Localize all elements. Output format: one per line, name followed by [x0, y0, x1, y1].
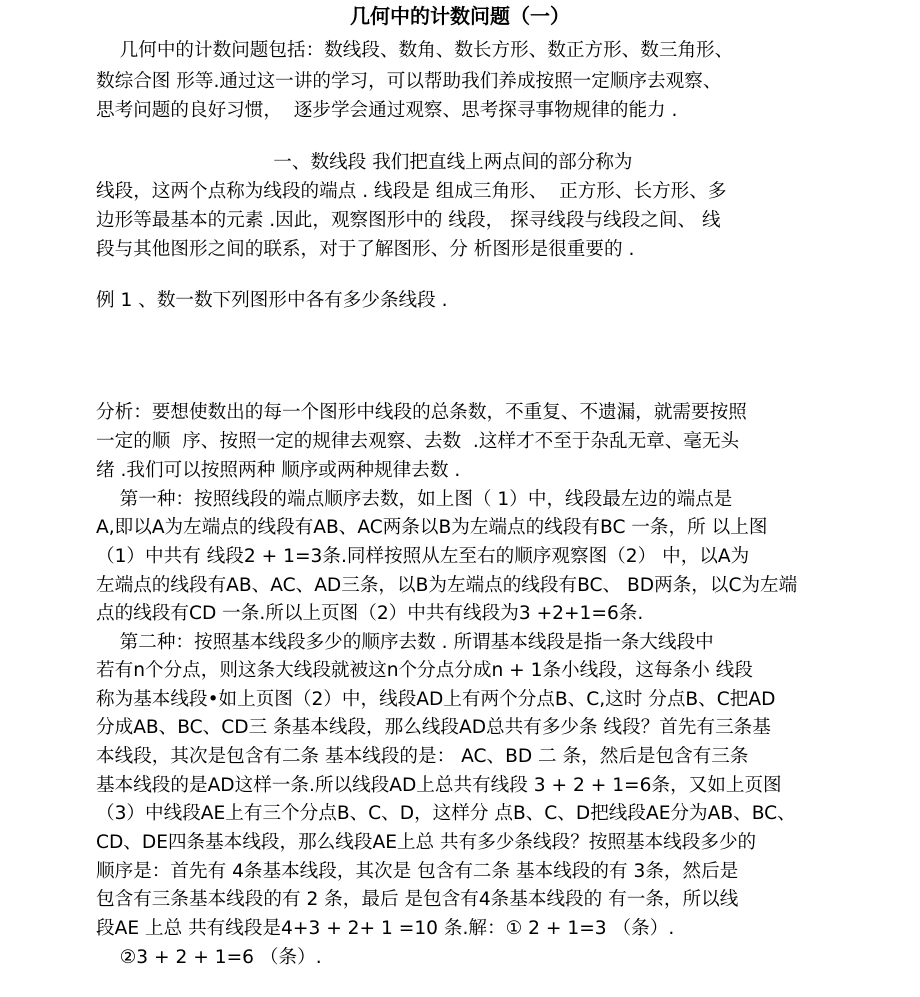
section-one-line: 线段，这两个点称为线段的端点 . 线段是 组成三角形、 正方形、长方形、多	[96, 181, 727, 202]
analysis-line: ②3 + 2 + 1=6 （条）.	[96, 947, 322, 968]
analysis-line: （1）中共有 线段2 + 1=3条.同样按照从左至右的顺序观察图（2） 中，以A为	[96, 546, 750, 567]
analysis-line: 顺序是：首先有 4条基本线段，其次是 包含有二条 基本线段的有 3条，然后是	[96, 861, 739, 882]
analysis-line: CD、DE四条基本线段，那么线段AE上总 共有多少条线段？按照基本线段多少的	[96, 832, 757, 853]
analysis-line: 本线段，其次是包含有二条 基本线段的是： AC、BD 二 条，然后是包含有三条	[96, 746, 749, 767]
analysis-line: （3）中线段AE上有三个分点B、C、D，这样分 点B、C、D把线段AE分为AB、BC、	[96, 803, 796, 824]
analysis-line: 分析：要想使数出的每一个图形中线段的总条数，不重复、不遗漏，就需要按照	[96, 402, 747, 423]
analysis-line: 包含有三条基本线段的有 2 条，最后 是包含有4条基本线段的 有一条，所以线	[96, 889, 739, 910]
intro-line: 数综合图 形等.通过这一讲的学习，可以帮助我们养成按照一定顺序去观察、	[96, 71, 722, 92]
analysis-line: 若有n个分点，则这条大线段就被这n个分点分成n + 1条小线段，这每条小 线段	[96, 660, 753, 681]
analysis-line: 第一种：按照线段的端点顺序去数，如上图（ 1）中，线段最左边的端点是	[96, 489, 733, 510]
analysis-line: 称为基本线段•如上页图（2）中，线段AD上有两个分点B、C,这时 分点B、C把AD	[96, 689, 776, 710]
analysis-line: 左端点的线段有AB、AC、AD三条，以B为左端点的线段有BC、 BD两条，以C为左端	[96, 575, 798, 596]
analysis-line: 一定的顺 序、按照一定的规律去观察、去数 .这样才不至于杂乱无章、毫无头	[96, 431, 740, 452]
page-title: 几何中的计数问题（一）	[350, 4, 570, 28]
analysis-line: 分成AB、BC、CD三 条基本线段，那么线段AD总共有多少条 线段？首先有三条基	[96, 717, 771, 738]
intro-line: 思考问题的良好习惯， 逐步学会通过观察、思考探寻事物规律的能力 .	[96, 100, 678, 121]
section-one-line: 一、数线段 我们把直线上两点间的部分称为	[96, 152, 633, 173]
analysis-line: 基本线段的是AD这样一条.所以线段AD上总共有线段 3 + 2 + 1=6条，又如上页图	[96, 775, 782, 796]
section-one-line: 边形等最基本的元素 .因此，观察图形中的 线段， 探寻线段与线段之间、 线	[96, 210, 721, 231]
section-one-line: 段与其他图形之间的联系，对于了解图形、分 析图形是很重要的 .	[96, 239, 635, 260]
example-heading: 例 1 、数一数下列图形中各有多少条线段 .	[96, 290, 448, 311]
analysis-line: 段AE 上总 共有线段是4+3 + 2+ 1 =10 条.解：① 2 + 1=3 （条）.	[96, 918, 675, 939]
analysis-line: 绪 .我们可以按照两种 顺序或两种规律去数 .	[96, 460, 461, 481]
analysis-line: A,即以A为左端点的线段有AB、AC两条以B为左端点的线段有BC 一条，所 以上图	[96, 517, 768, 538]
analysis-line: 第二种：按照基本线段多少的顺序去数 . 所谓基本线段是指一条大线段中	[96, 632, 714, 653]
analysis-line: 点的线段有CD 一条.所以上页图（2）中共有线段为3 +2+1=6条.	[96, 603, 644, 624]
intro-line: 几何中的计数问题包括：数线段、数角、数长方形、数正方形、数三角形、	[96, 40, 734, 61]
